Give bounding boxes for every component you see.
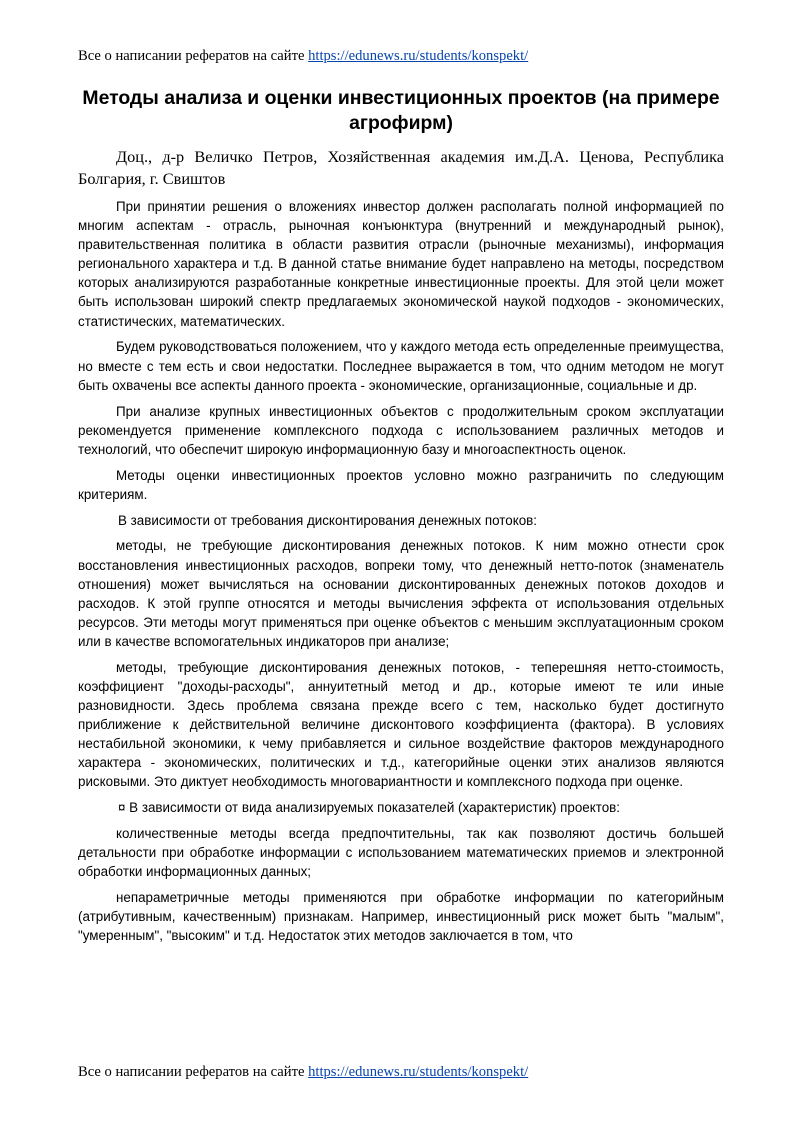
header-link[interactable]: https://edunews.ru/students/konspekt/ xyxy=(308,48,529,64)
paragraph-3: При анализе крупных инвестиционных объектов с продолжительным сроком эксплуатации рекомендуется применение комплексного подхода с использованием различных методов и технологий, что обеспечит широкую информационную базу и многоаспектность оценок. xyxy=(78,403,724,457)
page-header xyxy=(78,48,528,65)
paragraph-10: непараметричные методы применяются при обработке информации по категорийным (атрибутивным, качественным) признакам. Например, инвестиционный риск может быть "малым", "умеренным", "высоким" и т.д. Недостаток этих методов заключается в том, что xyxy=(78,890,724,944)
criterion-heading-2: ¤ В зависимости от вида анализируемых показателей (характеристик) проектов: xyxy=(118,800,620,816)
paragraph-7: методы, требующие дисконтирования денежных потоков, - теперешняя нетто-стоимость, коэффициент "доходы-расходы", аннуитетный метод и др., которые имеют те или иные разновидности. Здесь проблема связана прежде всего с тем, насколько будет достигнуто приближение к действительной величине дисконтового коэффициента (фактора). В условиях нестабильной экономики, к чему прибавляется и сильное воздействие факторов международного характера - экономических, политических и т.д., категорийные оценки этих анализов являются рисковыми. Это диктует необходимость многовариантности и комплексного подхода при оценке. xyxy=(78,659,724,790)
criterion-heading-1: В зависимости от требования дисконтирования денежных потоков: xyxy=(118,512,538,528)
document-body xyxy=(78,86,724,952)
paragraph-1: При принятии решения о вложениях инвестор должен располагать полной информацией по многим аспектам - отрасль, рыночная конъюнктура (внутренний и международный рынок), правительственная политика в области развития отрасли (рыночные механизмы), информация регионального характера и т.д. В данной статье внимание будет направлено на методы, посредством которых анализируются разработанные конкретные инвестиционные проекты. Для этой цели может быть использован широкий спектр предлагаемых экономической наукой подходов - экономических, статистических, математических. xyxy=(78,199,724,329)
header-text: Все о написании рефератов на сайте xyxy=(78,48,305,64)
paragraph-4: Методы оценки инвестиционных проектов условно можно разграничить по следующим критериям. xyxy=(78,467,724,502)
document-title: Методы анализа и оценки инвестиционных проектов (на примере агрофирм) xyxy=(82,87,720,134)
page-footer xyxy=(78,1064,528,1081)
footer-link[interactable]: https://edunews.ru/students/konspekt/ xyxy=(308,1064,529,1080)
paragraph-9: количественные методы всегда предпочтительны, так как позволяют достичь большей детальности при обработке информации с использованием математических приемов и электронной обработки информационных данных; xyxy=(78,826,724,880)
paragraph-6: методы, не требующие дисконтирования денежных потоков. К ним можно отнести срок восстановления инвестиционных расходов, вопреки тому, что денежный нетто-поток (знаменатель отношения) может вычисляться на основании дисконтированных денежных потоков доходов и расходов. К этой группе относятся и методы вычисления эффекта от использования отдельных ресурсов. Эти методы могут применяться при оценке объектов с меньшим эксплуатационным сроком или в качестве вспомогательных индикаторов при анализе; xyxy=(78,538,724,649)
author-line: Доц., д-р Величко Петров, Хозяйственная академия им.Д.А. Ценова, Республика Болгария, г. Свиштов xyxy=(78,147,724,188)
paragraph-2: Будем руководствоваться положением, что у каждого метода есть определенные преимущества, но вместе с тем есть и свои недостатки. Последнее выражается в том, что одним методом не могут быть охвачены все аспекты данного проекта - экономические, организационные, социальные и др. xyxy=(78,339,724,393)
footer-text: Все о написании рефератов на сайте xyxy=(78,1064,305,1080)
